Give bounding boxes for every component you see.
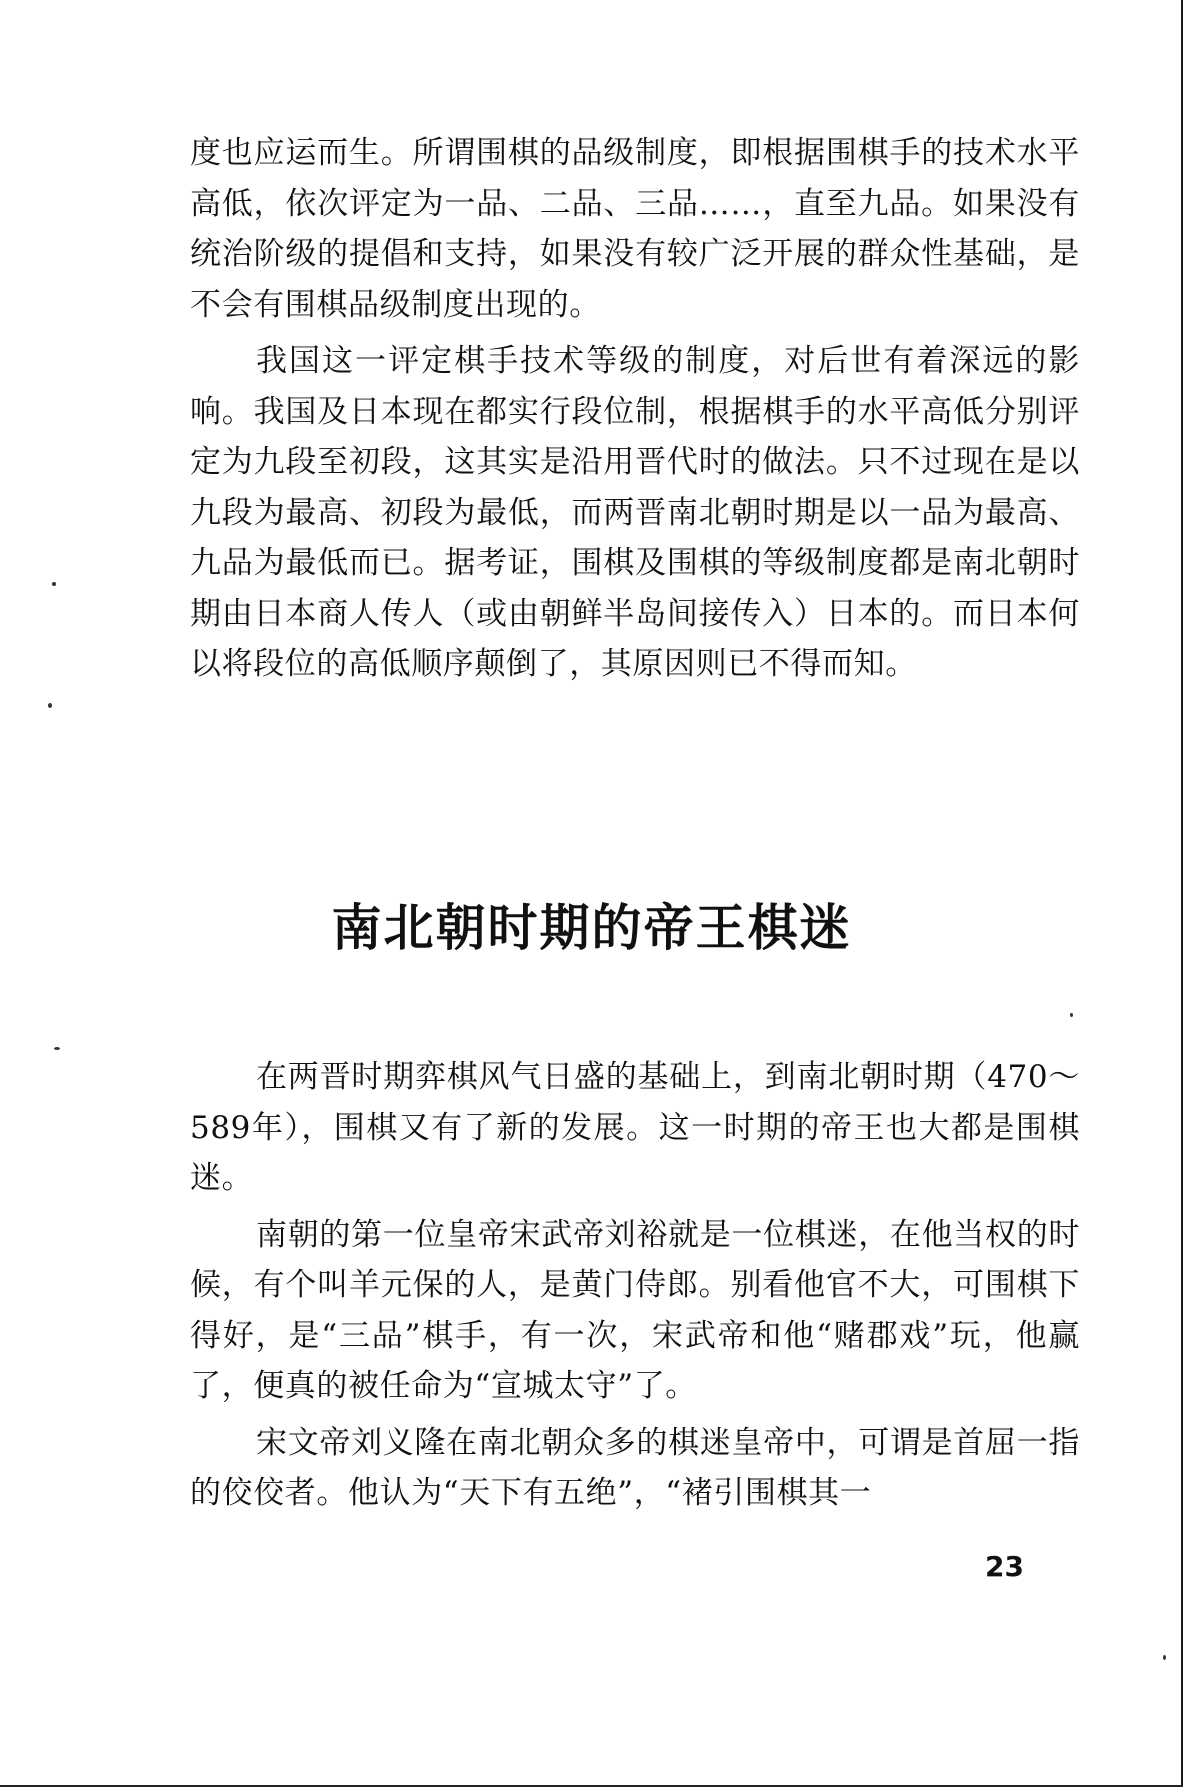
scan-speck (52, 582, 56, 586)
paragraph-southern-northern-intro: 在两晋时期弈棋风气日盛的基础上，到南北朝时期（470～589年），围棋又有了新的发展。这一时期的帝王也大都是围棋迷。 (190, 1059, 1080, 1196)
scan-speck (48, 703, 52, 708)
top-text-section (190, 128, 1080, 690)
page-number: 23 (985, 1550, 1024, 1583)
paragraph-liu-yu: 南朝的第一位皇帝宋武帝刘裕就是一位棋迷，在他当权的时候，有个叫羊元保的人，是黄门侍郎。别看他官不大，可围棋下得好，是“三品”棋手，有一次，宋武帝和他“赌郡戏”玩，他赢了，便真的被任命为“宣城太守”了。 (190, 1216, 1080, 1404)
bottom-text-section (190, 1052, 1080, 1519)
paragraph-rank-system-influence: 我国这一评定棋手技术等级的制度，对后世有着深远的影响。我国及日本现在都实行段位制，根据棋手的水平高低分别评定为九段至初段，这其实是沿用晋代时的做法。只不过现在是以九段为最高、初段为最低，而两晋南北朝时期是以一品为最高、九品为最低而已。据考证，围棋及围棋的等级制度都是南北朝时期由日本商人传人（或由朝鲜半岛间接传入）日本的。而日本何以将段位的高低顺序颠倒了，其原因则已不得而知。 (190, 343, 1080, 682)
paragraph-liu-yilong: 宋文帝刘义隆在南北朝众多的棋迷皇帝中，可谓是首屈一指的佼佼者。他认为“天下有五绝”，“褚引围棋其一 (190, 1424, 1080, 1511)
chapter-title: 南北朝时期的帝王棋迷 (331, 899, 852, 957)
paragraph-continuation: 度也应运而生。所谓围棋的品级制度，即根据围棋手的技术水平高低，依次评定为一品、二品、三品……，直至九品。如果没有统治阶级的提倡和支持，如果没有较广泛开展的群众性基础，是不会有围棋品级制度出现的。 (190, 135, 1080, 323)
scan-speck (1163, 1655, 1166, 1660)
scan-speck (1070, 1013, 1073, 1017)
scan-speck (54, 1047, 60, 1050)
